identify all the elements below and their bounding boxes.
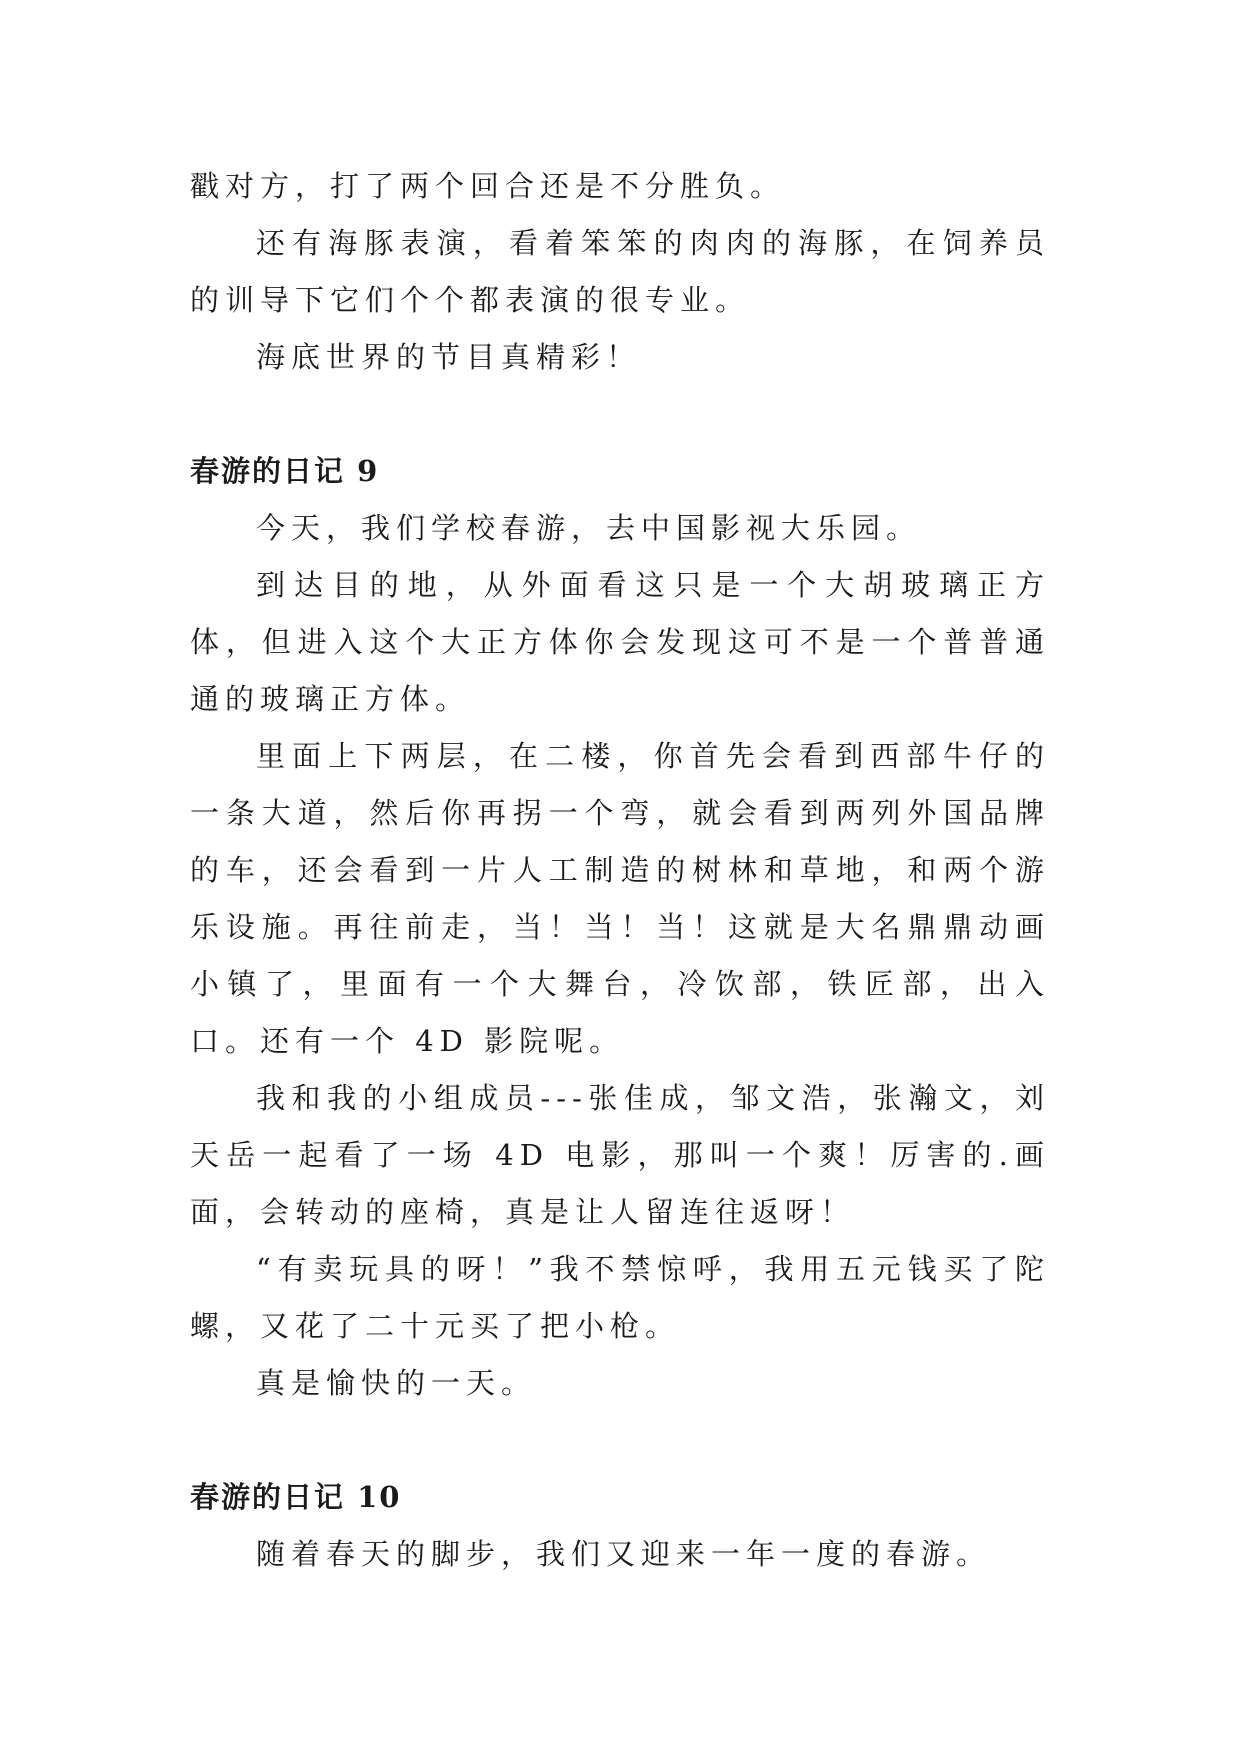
paragraph: 里面上下两层，在二楼，你首先会看到西部牛仔的一条大道，然后你再拐一个弯，就会看到两列外国品牌的车，还会看到一片人工制造的树林和草地，和两个游乐设施。再往前走，当！当！当！这就是大名鼎鼎动画小镇了，里面有一个大舞台，冷饮部，铁匠部，出入口。还有一个 4D 影院呢。 <box>190 739 1050 1058</box>
paragraph: 今天，我们学校春游，去中国影视大乐园。 <box>256 511 922 545</box>
paragraph: 随着春天的脚步，我们又迎来一年一度的春游。 <box>256 1537 992 1571</box>
paragraph: 真是愉快的一天。 <box>256 1366 537 1400</box>
document-body <box>190 158 1050 1583</box>
section-gap <box>190 1412 1050 1469</box>
paragraph: 还有海豚表演，看着笨笨的肉肉的海豚，在饲养员的训导下它们个个都表演的很专业。 <box>190 226 1050 317</box>
section-title: 春游的日记 9 <box>190 454 380 488</box>
paragraph: 戳对方，打了两个回合还是不分胜负。 <box>190 169 786 203</box>
paragraph: “有卖玩具的呀！”我不禁惊呼，我用五元钱买了陀螺，又花了二十元买了把小枪。 <box>190 1252 1050 1343</box>
paragraph: 我和我的小组成员---张佳成，邹文浩，张瀚文，刘天岳一起看了一场 4D 电影，那叫一个爽！厉害的.画面，会转动的座椅，真是让人留连往返呀！ <box>190 1081 1050 1229</box>
section-gap <box>190 386 1050 443</box>
paragraph: 到达目的地，从外面看这只是一个大胡玻璃正方体，但进入这个大正方体你会发现这可不是一个普普通通的玻璃正方体。 <box>190 568 1050 716</box>
paragraph: 海底世界的节目真精彩！ <box>256 340 642 374</box>
section-title: 春游的日记 10 <box>190 1480 402 1514</box>
